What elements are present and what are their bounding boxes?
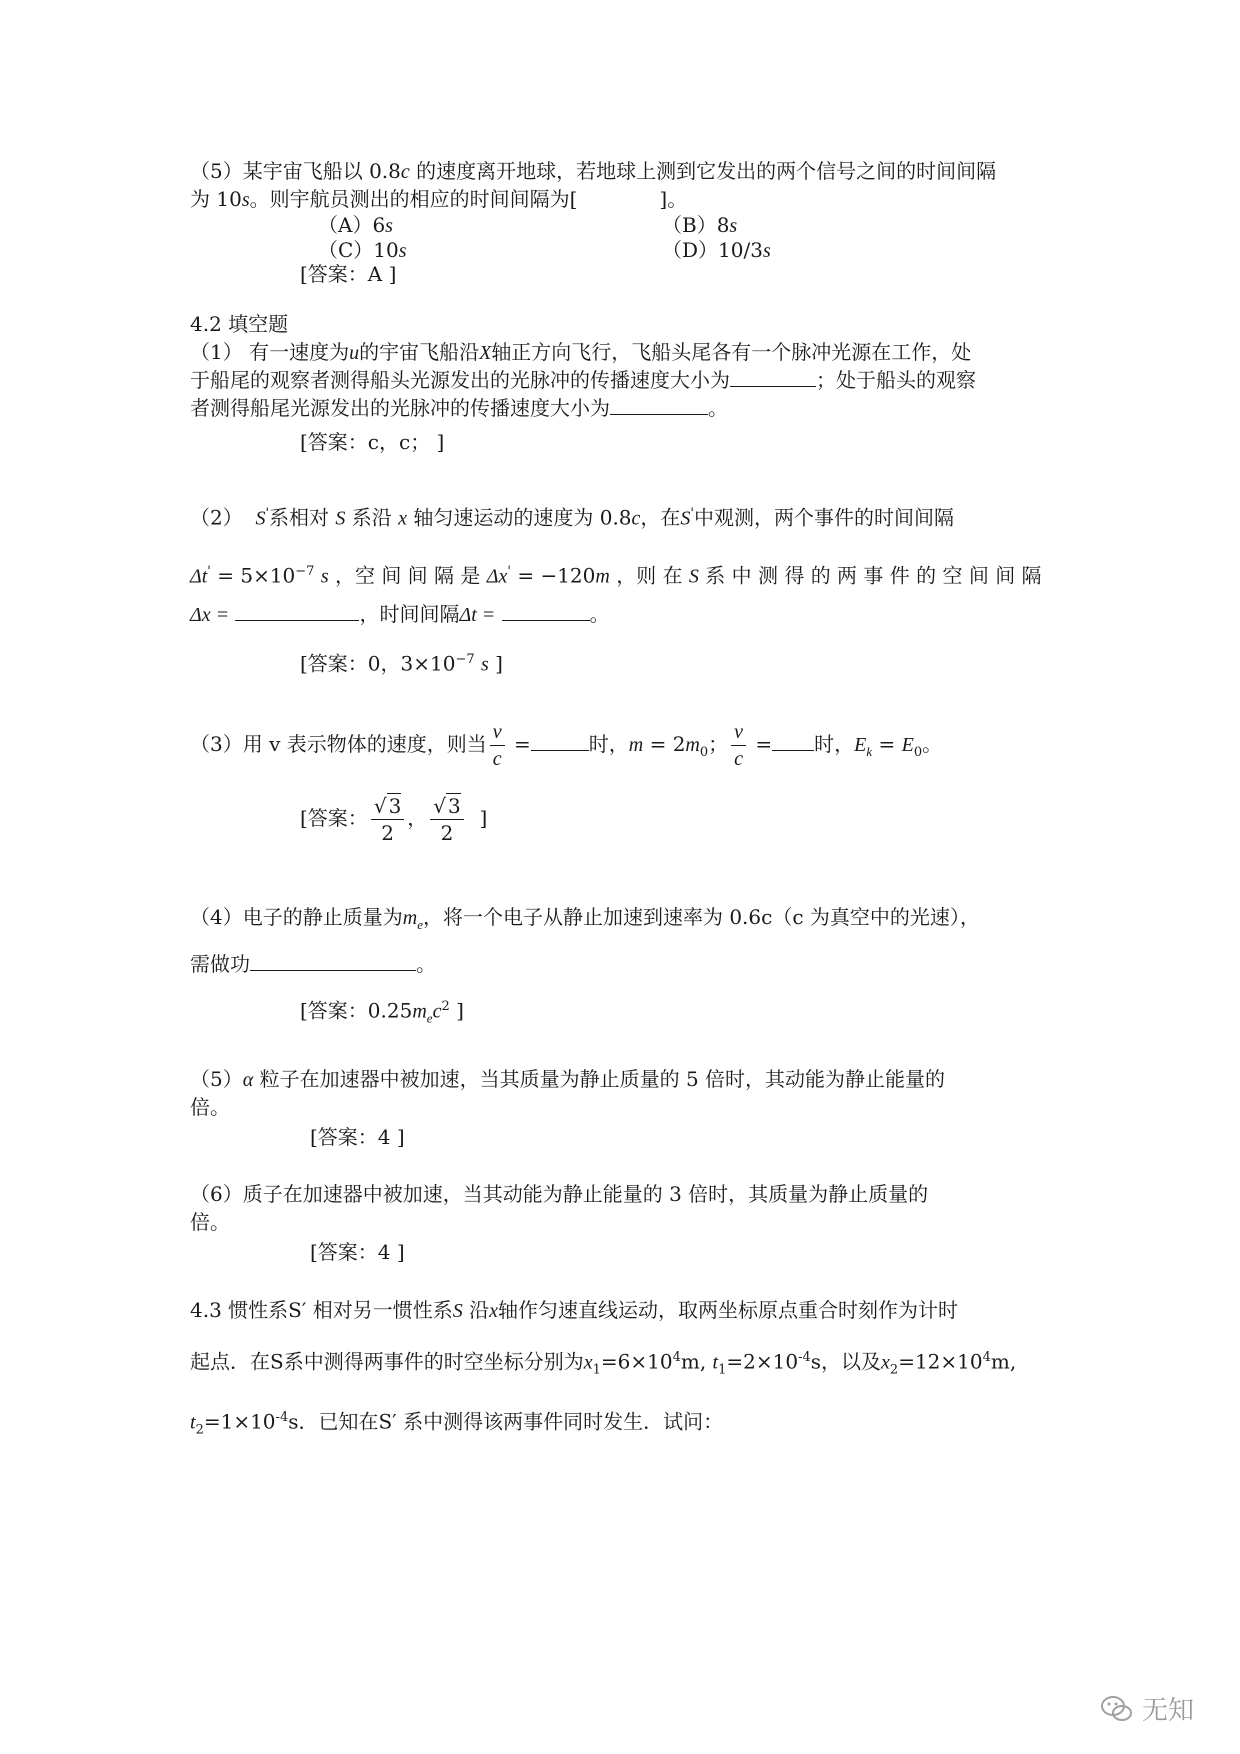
- s43-line2: 起点．在S系中测得两事件的时空坐标分别为$x_1=6\times 10^4m$, $t_1=2\times 10^{-4}s$，以及$x_2=12\times 10^4m$,: [190, 1349, 1017, 1378]
- q4-line2: 需做功 。: [190, 952, 436, 976]
- s43-line1: 4.3 惯性系S′ 相对另一惯性系S 沿x轴作匀速直线运动，取两坐标原点重合时刻作为计时: [190, 1298, 959, 1322]
- q2-line3: Δx = ，时间间隔Δt = 。: [190, 602, 610, 626]
- q1-line1: （1） 有一速度为u的宇宙飞船沿X轴正方向飞行，飞船头尾各有一个脉冲光源在工作，处: [190, 340, 972, 364]
- v-over-c-fraction: $\frac{v}{c}$: [490, 719, 505, 772]
- option-a: （A）6s: [318, 213, 393, 237]
- option-d: （D）10/3s: [662, 238, 771, 262]
- mc5-line2: 为 10s。则宇航员测出的相应的时间间隔为[ ]。: [190, 187, 688, 211]
- q3-line1: （3）用 v 表示物体的速度，则当 $\frac{v}{c}$ = 时，$m = 2m_0$； $\frac{v}{c}$ = 时，$E_k = E_0$。: [190, 721, 943, 770]
- q1-line3: 者测得船尾光源发出的光脉冲的传播速度大小为 。: [190, 396, 728, 420]
- q4-line1: （4）电子的静止质量为$m_e$，将一个电子从静止加速到速率为 0.6c（c 为真空中的光速），: [190, 905, 980, 932]
- wechat-icon: [1100, 1694, 1134, 1724]
- option-c: （C）10s: [318, 238, 407, 262]
- q5-line2: 倍。: [190, 1095, 230, 1119]
- q1-line2: 于船尾的观察者测得船头光源发出的光脉冲的传播速度大小为 ；处于船头的观察: [190, 368, 976, 392]
- q1-answer: [答案：c，c； ]: [300, 430, 445, 454]
- sqrt3-over-2-fraction: $\frac{√ 3}{2}$: [371, 793, 404, 846]
- section-4-2-title: 4.2 填空题: [190, 312, 289, 336]
- q6-answer: [答案：4 ]: [310, 1240, 405, 1264]
- mc5-line1: （5）某宇宙飞船以 0.8c 的速度离开地球，若地球上测到它发出的两个信号之间的时间间隔: [190, 159, 997, 183]
- q6-line2: 倍。: [190, 1210, 230, 1234]
- v-over-c-fraction-2: $\frac{v}{c}$: [731, 719, 746, 772]
- option-b: （B）8s: [662, 213, 738, 237]
- watermark-text: 无知: [1142, 1696, 1195, 1726]
- watermark: [1100, 1690, 1194, 1727]
- q5-answer: [答案：4 ]: [310, 1125, 405, 1149]
- sqrt3-over-2-fraction-2: $\frac{√ 3}{2}$: [430, 793, 463, 846]
- q2-line2: $\Delta t' = 5\times 10^{-7}$ s ，空 间 间 隔 是 Δx' = −120m ，则 在 S 系 中 测 得 的 两 事 件 的 空 间 间 隔: [190, 563, 1042, 588]
- q3-answer: [答案： $\frac{√ 3}{2}$ ， $\frac{√ 3}{2}$ ]: [300, 794, 488, 845]
- q6-line1: （6）质子在加速器中被加速，当其动能为静止能量的 3 倍时，其质量为静止质量的: [190, 1182, 929, 1206]
- q4-answer: [答案：$0.25m_ec^2$ ]: [300, 998, 464, 1026]
- q5-line1: （5）α 粒子在加速器中被加速，当其质量为静止质量的 5 倍时，其动能为静止能量的: [190, 1067, 946, 1091]
- mc5-answer: [答案：A ]: [300, 262, 397, 286]
- s43-line3: $t_2=1\times 10^{-4}s$．已知在S′ 系中测得该两事件同时发生．试问：: [190, 1409, 724, 1438]
- q2-answer: [答案：0，$3\times 10^{-7}$ s ]: [300, 651, 503, 676]
- q2-line1: （2） S'系相对 S 系沿 x 轴匀速运动的速度为 0.8c，在S'中观测，两个事件的时间间隔: [190, 505, 954, 530]
